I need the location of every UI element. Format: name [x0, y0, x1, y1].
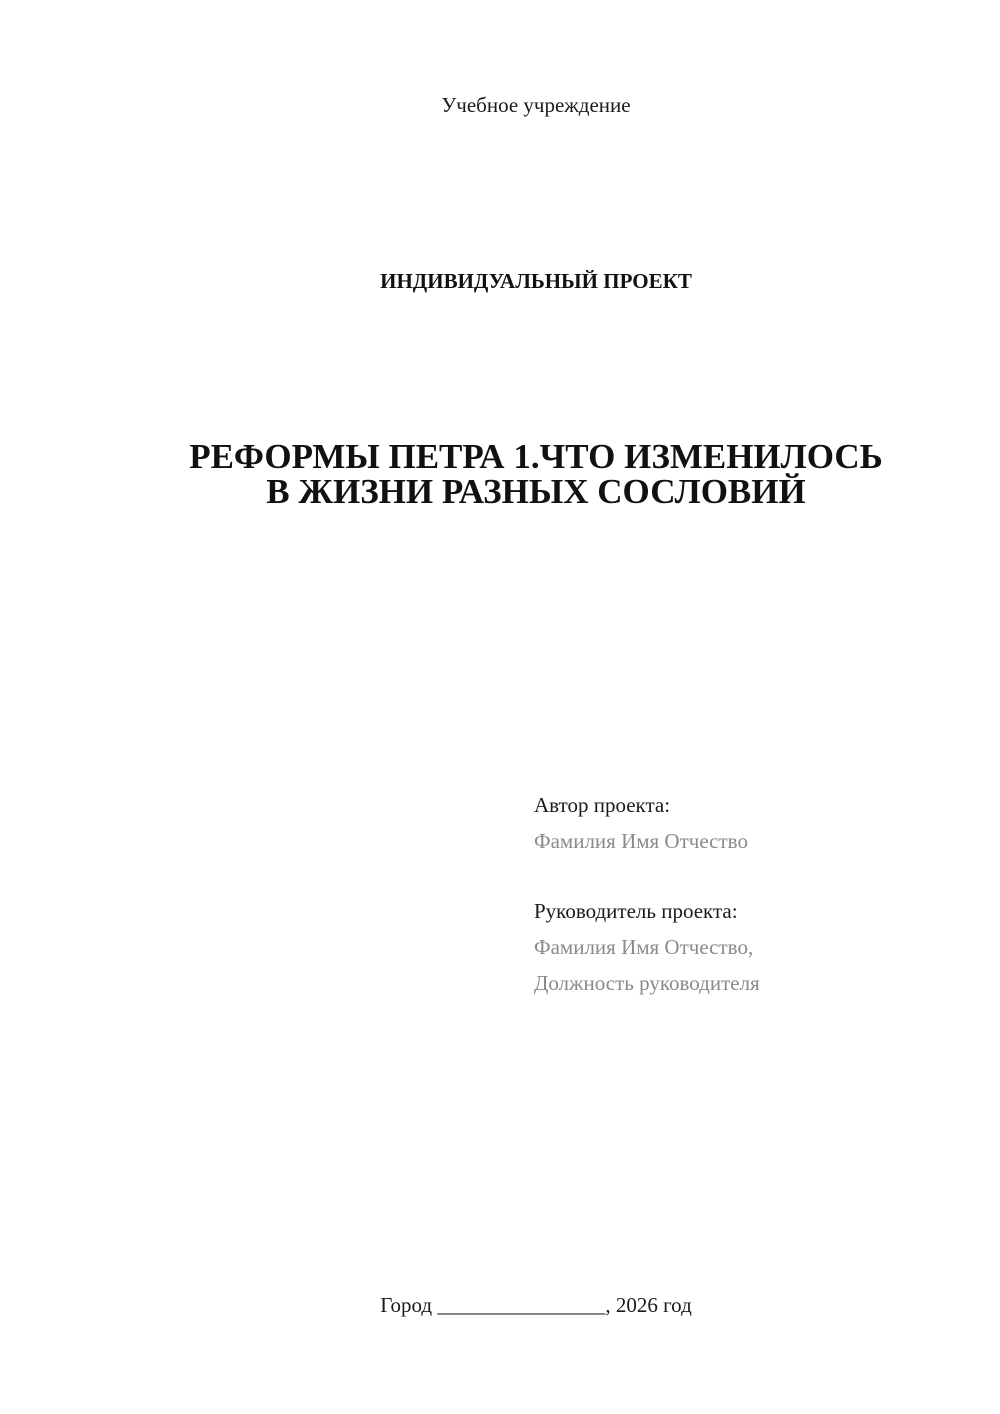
project-credits — [534, 787, 974, 1001]
project-title-line-1: РЕФОРМЫ ПЕТРА 1.ЧТО ИЗМЕНИЛОСЬ — [189, 437, 883, 476]
supervisor-position: Должность руководителя — [534, 971, 760, 995]
city-label: Город — [380, 1293, 433, 1317]
supervisor-name: Фамилия Имя Отчество, — [534, 935, 754, 959]
project-title — [120, 439, 952, 509]
institution-name: Учебное учреждение — [441, 93, 631, 117]
year-text: , 2026 год — [605, 1293, 692, 1317]
city-year-line — [0, 1292, 1000, 1318]
project-title-line-2: В ЖИЗНИ РАЗНЫХ СОСЛОВИЙ — [266, 472, 806, 511]
author-name: Фамилия Имя Отчество — [534, 829, 748, 853]
supervisor-label: Руководитель проекта: — [534, 899, 738, 923]
project-type-heading: ИНДИВИДУАЛЬНЫЙ ПРОЕКТ — [380, 269, 692, 293]
credits-spacer — [534, 859, 974, 893]
city-blank: ________________ — [437, 1293, 606, 1317]
author-label: Автор проекта: — [534, 793, 671, 817]
